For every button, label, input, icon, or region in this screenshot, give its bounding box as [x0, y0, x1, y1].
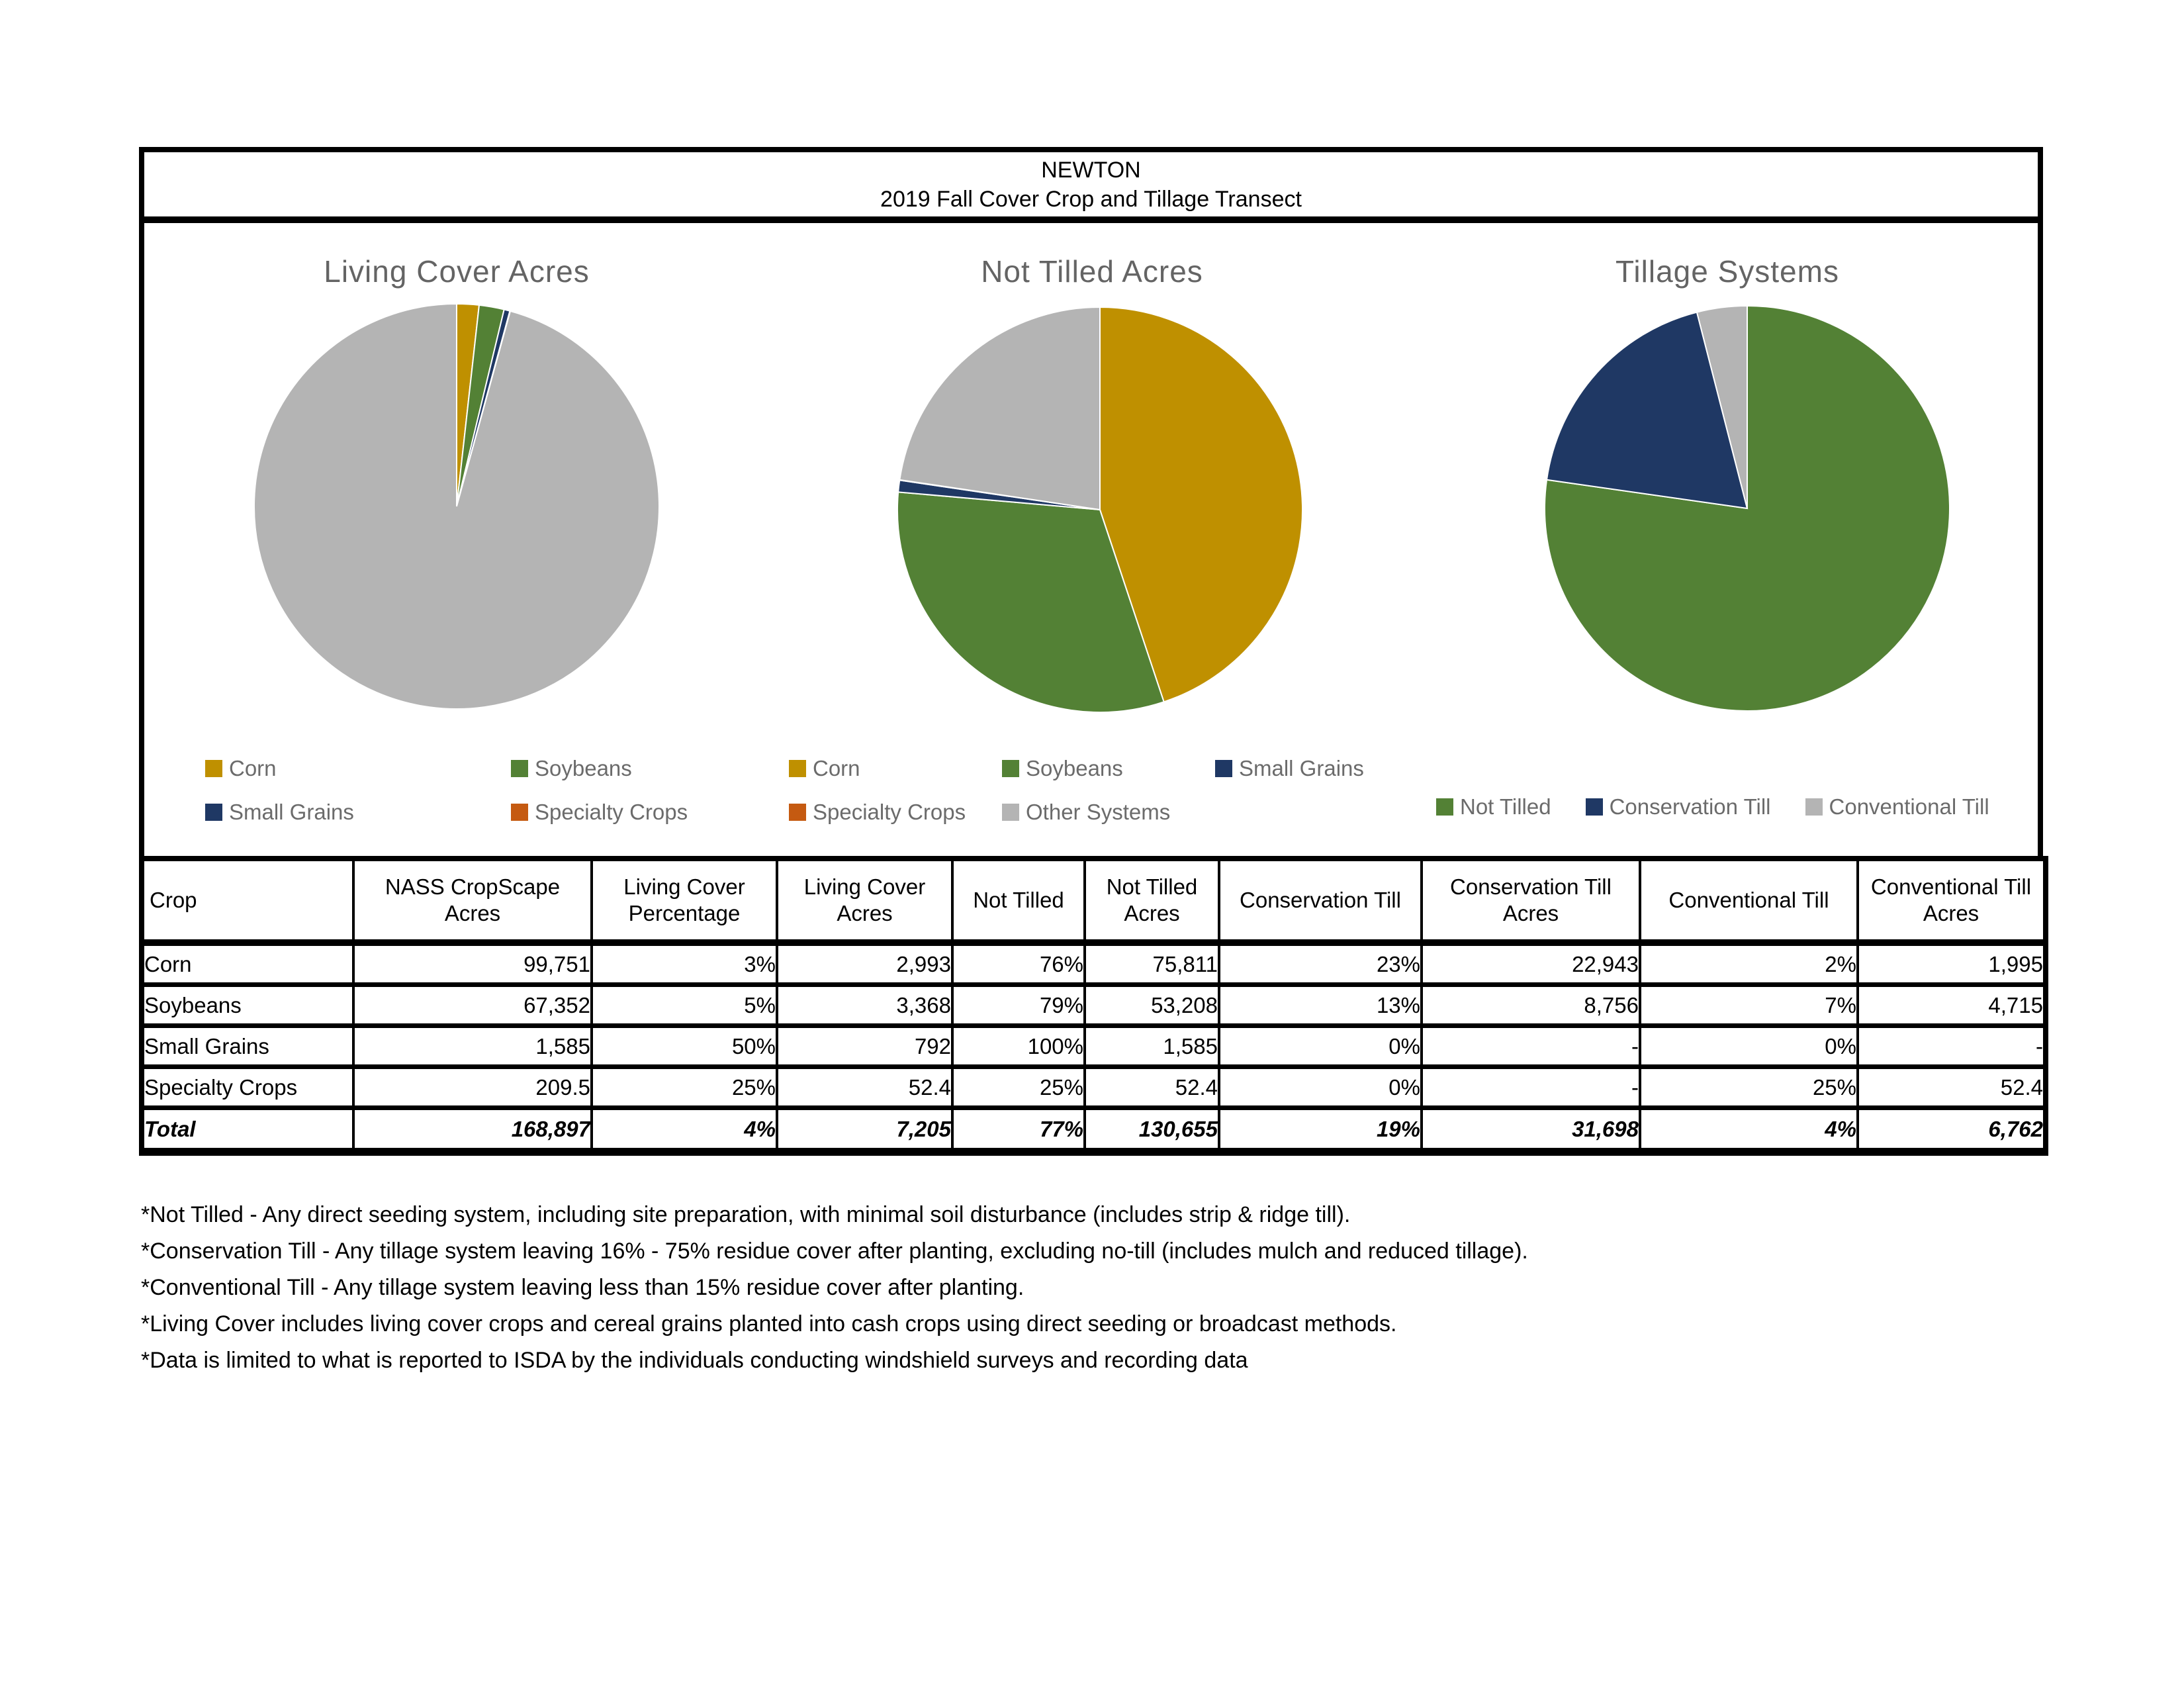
legend-label-corn: Corn	[813, 756, 860, 780]
chart-title-tillage-systems: Tillage Systems	[1615, 254, 1839, 289]
cell-soybeans-conventional-till-acres: 4,715	[1858, 985, 2046, 1026]
legend-label-soybeans: Soybeans	[535, 756, 632, 780]
cell-corn-not-tilled: 76%	[952, 943, 1085, 985]
legend-label-specialty-crops: Specialty Crops	[813, 800, 966, 824]
column-header-conventional-till-acres: Conventional Till Acres	[1858, 859, 2046, 943]
legend-item-small-grains	[205, 798, 511, 826]
cell-specialty-crops-conservation-till: 0%	[1219, 1067, 1422, 1108]
cell-specialty-crops-not-tilled: 25%	[952, 1067, 1085, 1108]
cell-total-conventional-till: 4%	[1640, 1108, 1858, 1152]
cell-small-grains-conservation-till: 0%	[1219, 1026, 1422, 1067]
cell-corn-conventional-till-acres: 1,995	[1858, 943, 2046, 985]
column-header-crop: Crop	[142, 859, 353, 943]
cell-soybeans-living-cover-percentage: 5%	[592, 985, 777, 1026]
legend-item-conservation-till	[1586, 793, 1771, 821]
table-total-row	[142, 1108, 2046, 1152]
legend-swatch-other-systems	[1002, 804, 1019, 821]
footnote-conventional-till: *Conventional Till - Any tillage system leaving less than 15% residue cover after planting.	[141, 1275, 1024, 1300]
cell-small-grains-living-cover-acres: 792	[777, 1026, 952, 1067]
legend-not-tilled-acres	[789, 755, 1428, 826]
footnote-conservation-till: *Conservation Till - Any tillage system leaving 16% - 75% residue cover after planting, excluding no-till (includes mulch and reduced tillage).	[141, 1239, 1528, 1264]
column-header-conservation-till: Conservation Till	[1219, 859, 1422, 943]
chart-title-not-tilled-acres: Not Tilled Acres	[981, 254, 1203, 289]
cell-small-grains-conservation-till-acres: -	[1422, 1026, 1640, 1067]
legend-swatch-specialty-crops	[789, 804, 806, 821]
cell-specialty-crops-conventional-till: 25%	[1640, 1067, 1858, 1108]
column-header-not-tilled: Not Tilled	[952, 859, 1085, 943]
cell-corn-conservation-till-acres: 22,943	[1422, 943, 1640, 985]
legend-swatch-small-grains	[205, 804, 222, 821]
column-header-nass-cropscape-acres: NASS CropScape Acres	[353, 859, 592, 943]
legend-swatch-corn	[789, 760, 806, 777]
cell-crop-total: Total	[142, 1108, 353, 1152]
legend-swatch-small-grains	[1215, 760, 1232, 777]
legend-label-conventional-till: Conventional Till	[1829, 794, 1989, 819]
table-row-small-grains	[142, 1026, 2046, 1067]
summary-table	[139, 856, 2048, 1156]
cell-soybeans-nass-cropscape-acres: 67,352	[353, 985, 592, 1026]
footnote-data-limited: *Data is limited to what is reported to ISDA by the individuals conducting windshield surveys and recording data	[141, 1348, 1248, 1373]
legend-item-other-systems	[1002, 798, 1215, 826]
legend-tillage-systems	[1436, 793, 1989, 821]
pie-chart-tillage-systems	[1542, 303, 1952, 714]
cell-specialty-crops-not-tilled-acres: 52.4	[1085, 1067, 1219, 1108]
cell-small-grains-nass-cropscape-acres: 1,585	[353, 1026, 592, 1067]
footnote-living-cover: *Living Cover includes living cover crops and cereal grains planted into cash crops using direct seeding or broadcast methods.	[141, 1311, 1397, 1336]
chart-title-living-cover-acres: Living Cover Acres	[324, 254, 590, 289]
legend-label-small-grains: Small Grains	[229, 800, 354, 824]
column-header-living-cover-acres: Living Cover Acres	[777, 859, 952, 943]
cell-specialty-crops-conventional-till-acres: 52.4	[1858, 1067, 2046, 1108]
table-body	[142, 943, 2046, 1152]
table-row-corn	[142, 943, 2046, 985]
legend-swatch-conventional-till	[1805, 798, 1823, 816]
cell-corn-living-cover-percentage: 3%	[592, 943, 777, 985]
pie-chart-not-tilled-acres	[895, 305, 1305, 715]
cell-total-nass-cropscape-acres: 168,897	[353, 1108, 592, 1152]
cell-soybeans-not-tilled: 79%	[952, 985, 1085, 1026]
cell-soybeans-not-tilled-acres: 53,208	[1085, 985, 1219, 1026]
pie-slice-other	[254, 304, 659, 709]
footnote-not-tilled: *Not Tilled - Any direct seeding system, including site preparation, with minimal soil disturbance (includes strip & ridge till).	[141, 1202, 1351, 1227]
cell-crop-soybeans: Soybeans	[142, 985, 353, 1026]
table-row-soybeans	[142, 985, 2046, 1026]
cell-total-not-tilled-acres: 130,655	[1085, 1108, 1219, 1152]
legend-item-conventional-till	[1805, 793, 1989, 821]
cell-corn-living-cover-acres: 2,993	[777, 943, 952, 985]
legend-item-soybeans	[511, 755, 817, 782]
cell-corn-conventional-till: 2%	[1640, 943, 1858, 985]
cell-corn-not-tilled-acres: 75,811	[1085, 943, 1219, 985]
legend-swatch-corn	[205, 760, 222, 777]
cell-specialty-crops-living-cover-acres: 52.4	[777, 1067, 952, 1108]
cell-small-grains-not-tilled-acres: 1,585	[1085, 1026, 1219, 1067]
legend-label-small-grains: Small Grains	[1239, 756, 1364, 780]
cell-small-grains-conventional-till: 0%	[1640, 1026, 1858, 1067]
cell-crop-small-grains: Small Grains	[142, 1026, 353, 1067]
legend-label-other-systems: Other Systems	[1026, 800, 1171, 824]
column-header-conventional-till: Conventional Till	[1640, 859, 1858, 943]
cell-total-living-cover-acres: 7,205	[777, 1108, 952, 1152]
legend-label-conservation-till: Conservation Till	[1609, 794, 1771, 819]
cell-crop-specialty-crops: Specialty Crops	[142, 1067, 353, 1108]
cell-specialty-crops-conservation-till-acres: -	[1422, 1067, 1640, 1108]
legend-item-not-tilled	[1436, 793, 1551, 821]
report-title-box	[139, 147, 2043, 223]
legend-living-cover-acres	[205, 755, 817, 826]
cell-total-conservation-till: 19%	[1219, 1108, 1422, 1152]
column-header-living-cover-percentage: Living Cover Percentage	[592, 859, 777, 943]
page-subtitle: 2019 Fall Cover Crop and Tillage Transect	[880, 186, 1302, 212]
legend-item-corn	[205, 755, 511, 782]
legend-swatch-specialty-crops	[511, 804, 528, 821]
page-title: NEWTON	[1041, 157, 1141, 183]
legend-label-soybeans: Soybeans	[1026, 756, 1123, 780]
cell-total-conventional-till-acres: 6,762	[1858, 1108, 2046, 1152]
legend-item-soybeans	[1002, 755, 1215, 782]
legend-item-small-grains	[1215, 755, 1428, 782]
cell-crop-corn: Corn	[142, 943, 353, 985]
legend-label-not-tilled: Not Tilled	[1460, 794, 1551, 819]
column-header-conservation-till-acres: Conservation Till Acres	[1422, 859, 1640, 943]
cell-corn-nass-cropscape-acres: 99,751	[353, 943, 592, 985]
table-row-specialty-crops	[142, 1067, 2046, 1108]
legend-label-corn: Corn	[229, 756, 277, 780]
legend-label-specialty-crops: Specialty Crops	[535, 800, 688, 824]
legend-swatch-conservation-till	[1586, 798, 1603, 816]
legend-swatch-soybeans	[1002, 760, 1019, 777]
pie-slice-other-systems	[899, 307, 1100, 510]
cell-soybeans-living-cover-acres: 3,368	[777, 985, 952, 1026]
cell-specialty-crops-living-cover-percentage: 25%	[592, 1067, 777, 1108]
legend-swatch-not-tilled	[1436, 798, 1453, 816]
legend-item-specialty-crops	[511, 798, 817, 826]
cell-soybeans-conservation-till: 13%	[1219, 985, 1422, 1026]
table-header-row	[142, 859, 2046, 943]
cell-soybeans-conventional-till: 7%	[1640, 985, 1858, 1026]
legend-item-corn	[789, 755, 1002, 782]
cell-small-grains-living-cover-percentage: 50%	[592, 1026, 777, 1067]
legend-item-specialty-crops	[789, 798, 1002, 826]
column-header-not-tilled-acres: Not Tilled Acres	[1085, 859, 1219, 943]
legend-swatch-soybeans	[511, 760, 528, 777]
cell-soybeans-conservation-till-acres: 8,756	[1422, 985, 1640, 1026]
cell-total-not-tilled: 77%	[952, 1108, 1085, 1152]
footnotes	[141, 1197, 1528, 1379]
pie-chart-living-cover-acres	[251, 301, 662, 712]
cell-specialty-crops-nass-cropscape-acres: 209.5	[353, 1067, 592, 1108]
cell-total-conservation-till-acres: 31,698	[1422, 1108, 1640, 1152]
cell-small-grains-not-tilled: 100%	[952, 1026, 1085, 1067]
cell-corn-conservation-till: 23%	[1219, 943, 1422, 985]
cell-total-living-cover-percentage: 4%	[592, 1108, 777, 1152]
cell-small-grains-conventional-till-acres: -	[1858, 1026, 2046, 1067]
